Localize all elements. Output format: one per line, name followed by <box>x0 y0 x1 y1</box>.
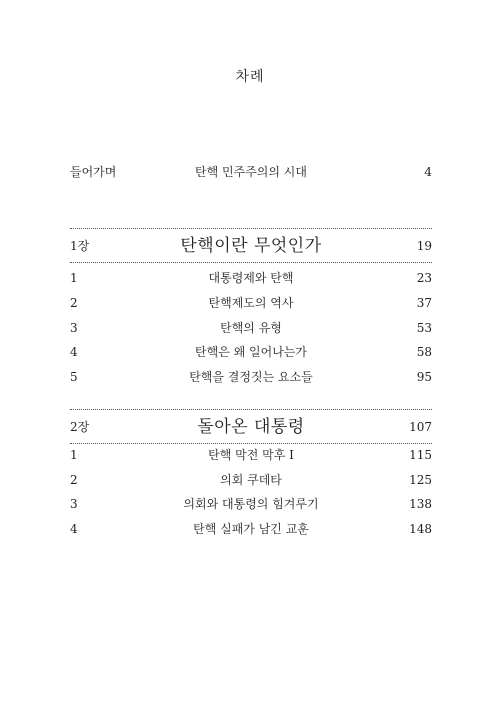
section-number: 5 <box>70 370 78 384</box>
toc-section[interactable] <box>70 470 432 490</box>
section-number: 3 <box>70 497 78 511</box>
section-title: 탄핵을 결정짓는 요소들 <box>189 370 313 384</box>
toc-entry-intro[interactable] <box>70 162 432 182</box>
section-number: 4 <box>70 345 78 359</box>
section-title: 탄핵의 유형 <box>220 321 282 335</box>
section-title: 탄핵제도의 역사 <box>208 296 294 310</box>
entry-number: 들어가며 <box>70 165 117 179</box>
chapter-number: 1장 <box>70 239 90 253</box>
toc-section[interactable] <box>70 445 432 465</box>
entry-title: 탄핵 민주주의의 시대 <box>195 165 307 179</box>
toc-chapter-2[interactable] <box>70 417 432 437</box>
toc-section[interactable] <box>70 268 432 288</box>
section-page: 58 <box>416 345 432 359</box>
toc-title: 차례 <box>235 69 265 85</box>
chapter-page: 107 <box>409 420 432 434</box>
section-page: 115 <box>409 448 432 462</box>
toc-section[interactable] <box>70 293 432 313</box>
section-title: 의회와 대통령의 힘겨루기 <box>183 497 319 511</box>
section-page: 23 <box>416 271 432 285</box>
section-page: 53 <box>416 321 432 335</box>
toc-section[interactable] <box>70 519 432 539</box>
section-number: 4 <box>70 522 78 536</box>
section-page: 138 <box>409 497 432 511</box>
toc-chapter-1[interactable] <box>70 236 432 256</box>
section-page: 37 <box>416 296 432 310</box>
dotted-divider <box>70 262 432 263</box>
chapter-page: 19 <box>416 239 432 253</box>
section-title: 탄핵 막전 막후 Ⅰ <box>208 448 294 462</box>
toc-section[interactable] <box>70 367 432 387</box>
section-page: 125 <box>409 473 432 487</box>
section-number: 2 <box>70 296 78 310</box>
toc-section[interactable] <box>70 342 432 362</box>
section-number: 3 <box>70 321 78 335</box>
dotted-divider <box>70 409 432 410</box>
toc-section[interactable] <box>70 318 432 338</box>
section-page: 95 <box>416 370 432 384</box>
section-title: 탄핵은 왜 일어나는가 <box>195 345 307 359</box>
toc-section[interactable] <box>70 494 432 514</box>
section-number: 1 <box>70 448 78 462</box>
dotted-divider <box>70 228 432 229</box>
chapter-number: 2장 <box>70 420 90 434</box>
dotted-divider <box>70 443 432 444</box>
section-number: 1 <box>70 271 78 285</box>
section-title: 탄핵 실패가 남긴 교훈 <box>193 522 309 536</box>
section-title: 대통령제와 탄핵 <box>208 271 294 285</box>
section-title: 의회 쿠데타 <box>220 473 282 487</box>
section-number: 2 <box>70 473 78 487</box>
entry-page: 4 <box>424 165 432 179</box>
chapter-title: 돌아온 대통령 <box>197 417 305 437</box>
section-page: 148 <box>409 522 432 536</box>
chapter-title: 탄핵이란 무엇인가 <box>180 236 322 256</box>
